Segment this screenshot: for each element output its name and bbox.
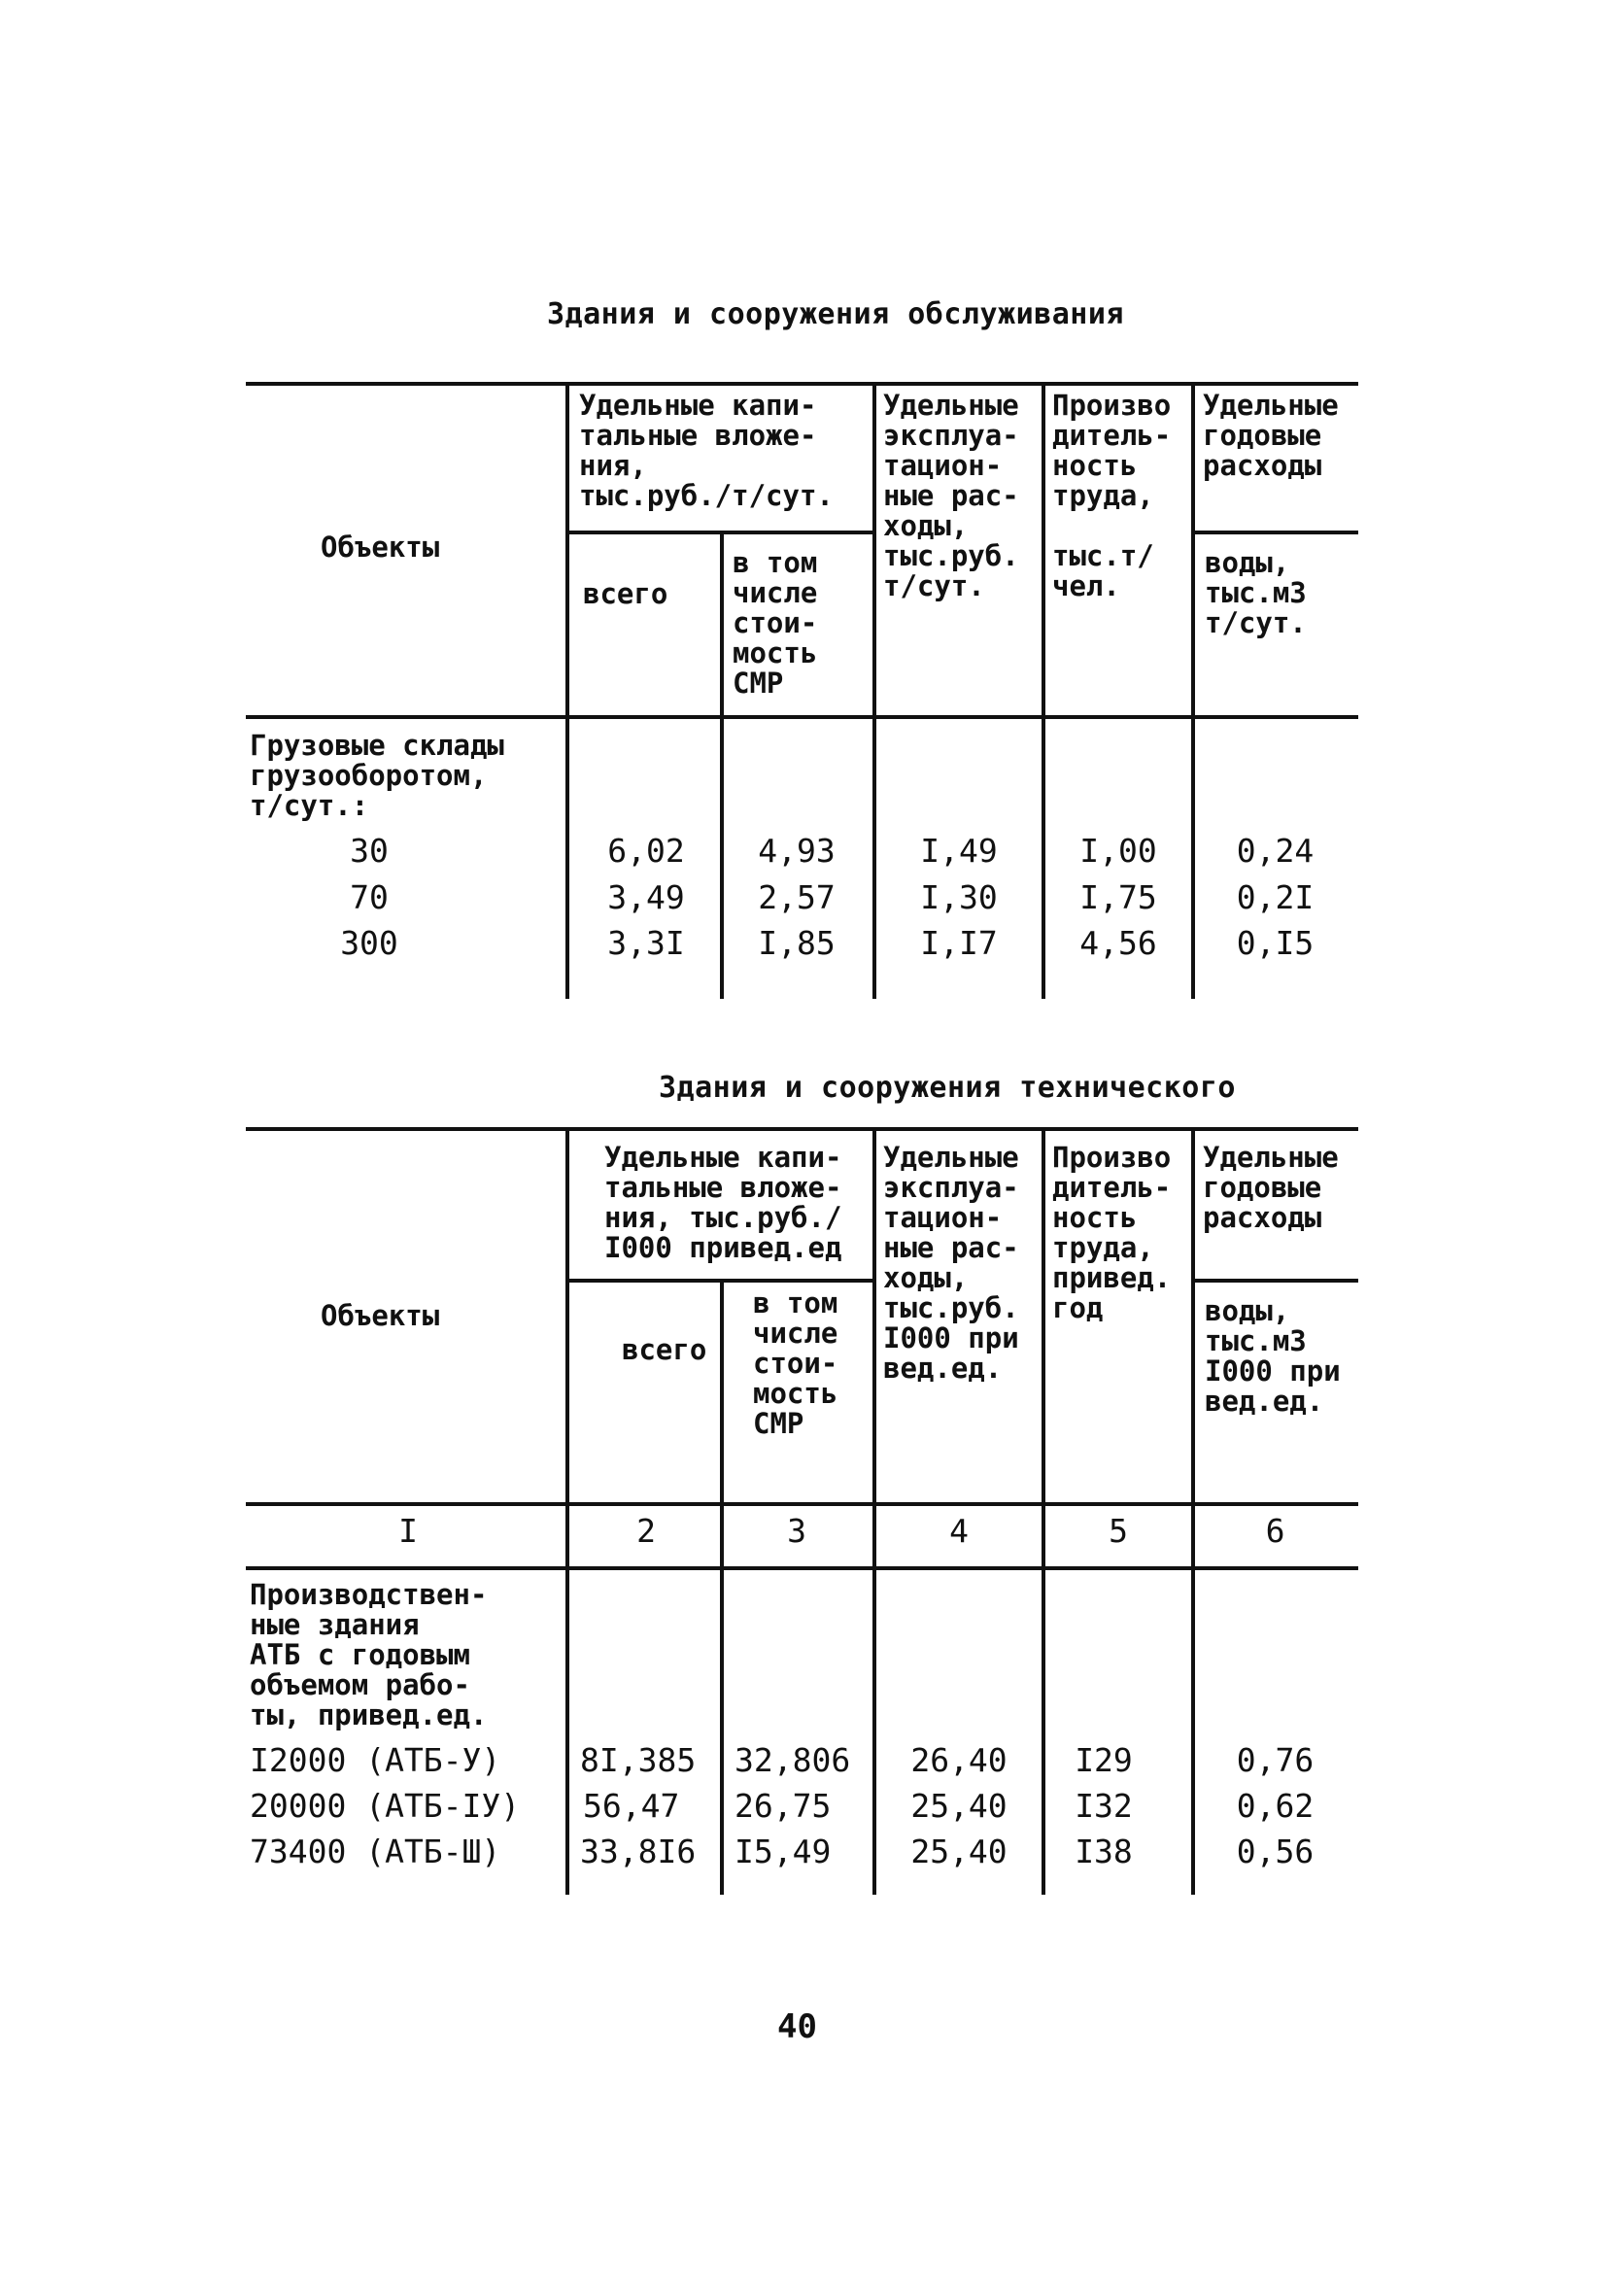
table2-colnum-2: 2 <box>636 1512 656 1550</box>
table2-cell-total: 33,8I6 <box>580 1833 697 1870</box>
table2-colnum-4: 4 <box>949 1512 969 1550</box>
table1-cell-operating: I,I7 <box>920 924 998 962</box>
table1-cell-smr: 2,57 <box>758 878 836 916</box>
table2-header-water: воды, тыс.м3 I000 при вед.ед. <box>1205 1294 1341 1418</box>
table1-cell-total: 3,3I <box>607 924 685 962</box>
table2-cell-operating: 25,40 <box>910 1787 1008 1825</box>
table2-cell-water: 0,76 <box>1236 1741 1315 1779</box>
table2-header-capital-smr: в том числе стои- мость СМР <box>753 1286 838 1440</box>
table1-cell-smr: I,85 <box>758 924 836 962</box>
table2-cell-water: 0,56 <box>1236 1833 1315 1870</box>
table1-cell-total: 3,49 <box>607 878 685 916</box>
table1-cell-productivity: I,00 <box>1079 832 1157 870</box>
table1-group-label: Грузовые склады грузооборотом, т/сут.: <box>250 729 504 822</box>
table2-colnum-1: I <box>398 1512 418 1550</box>
table2-header-capital: Удельные капи- тальные вложе- ния, тыс.руб./ I000 привед.ед <box>604 1141 842 1264</box>
table2-header-productivity: Произво дитель- ность труда, привед. год <box>1052 1141 1172 1324</box>
table2-cell-smr: 32,806 <box>735 1741 851 1779</box>
table1-cell-object: 300 <box>340 924 398 962</box>
table1-header-productivity: Произво дитель- ность труда, тыс.т/ чел. <box>1052 389 1172 602</box>
table2-cell-object: I2000 (АТБ-У) <box>250 1741 501 1779</box>
table1-cell-object: 30 <box>350 832 389 870</box>
table2-cell-object: 73400 (АТБ-Ш) <box>250 1833 501 1870</box>
table1-header-capital: Удельные капи- тальные вложе- ния, тыс.руб./т/сут. <box>579 389 834 512</box>
table1-cell-operating: I,49 <box>920 832 998 870</box>
table1-cell-productivity: I,75 <box>1079 878 1157 916</box>
table1-cell-operating: I,30 <box>920 878 998 916</box>
table1-header-capital-smr: в том числе стои- мость СМР <box>733 546 818 700</box>
table2-header-operating: Удельные эксплуа- тацион- ные рас- ходы, тыс.руб. I000 при вед.ед. <box>883 1141 1019 1385</box>
table1-header-annual: Удельные годовые расходы <box>1203 389 1339 482</box>
table2-header-objects: Объекты <box>321 1299 440 1332</box>
table1-header-water: воды, тыс.м3 т/сут. <box>1205 546 1307 639</box>
table2-header-annual: Удельные годовые расходы <box>1203 1141 1339 1234</box>
table2-cell-smr: I5,49 <box>735 1833 832 1870</box>
table1-cell-total: 6,02 <box>607 832 685 870</box>
table2-cell-total: 56,47 <box>583 1787 680 1825</box>
table2-cell-productivity: I38 <box>1075 1833 1133 1870</box>
table1-cell-object: 70 <box>350 878 389 916</box>
table2-cell-water: 0,62 <box>1236 1787 1315 1825</box>
table1-caption: Здания и сооружения обслуживания <box>547 297 1124 331</box>
table2-cell-productivity: I32 <box>1075 1787 1133 1825</box>
table1-cell-water: 0,2I <box>1236 878 1315 916</box>
page-number: 40 <box>777 2007 817 2046</box>
table2-colnum-3: 3 <box>787 1512 806 1550</box>
table2-header-capital-total: всего <box>622 1333 707 1366</box>
table2-group-label: Производствен- ные здания АТБ с годовым объемом рабо- ты, привед.ед. <box>250 1578 488 1731</box>
table2-caption: Здания и сооружения технического <box>659 1071 1236 1105</box>
table2-cell-operating: 26,40 <box>910 1741 1008 1779</box>
table2-cell-operating: 25,40 <box>910 1833 1008 1870</box>
table2-colnum-6: 6 <box>1265 1512 1285 1550</box>
table2-cell-productivity: I29 <box>1075 1741 1133 1779</box>
table1-cell-smr: 4,93 <box>758 832 836 870</box>
table2-cell-total: 8I,385 <box>580 1741 697 1779</box>
table1-header-capital-total: всего <box>583 577 668 610</box>
table1-cell-water: 0,I5 <box>1236 924 1315 962</box>
table1-cell-water: 0,24 <box>1236 832 1315 870</box>
table1-header-operating: Удельные эксплуа- тацион- ные рас- ходы, тыс.руб. т/сут. <box>883 389 1019 602</box>
table1-header-objects: Объекты <box>321 531 440 564</box>
table2-cell-object: 20000 (АТБ-IУ) <box>250 1787 521 1825</box>
table1-cell-productivity: 4,56 <box>1079 924 1157 962</box>
table2-colnum-5: 5 <box>1109 1512 1128 1550</box>
table2-cell-smr: 26,75 <box>735 1787 832 1825</box>
